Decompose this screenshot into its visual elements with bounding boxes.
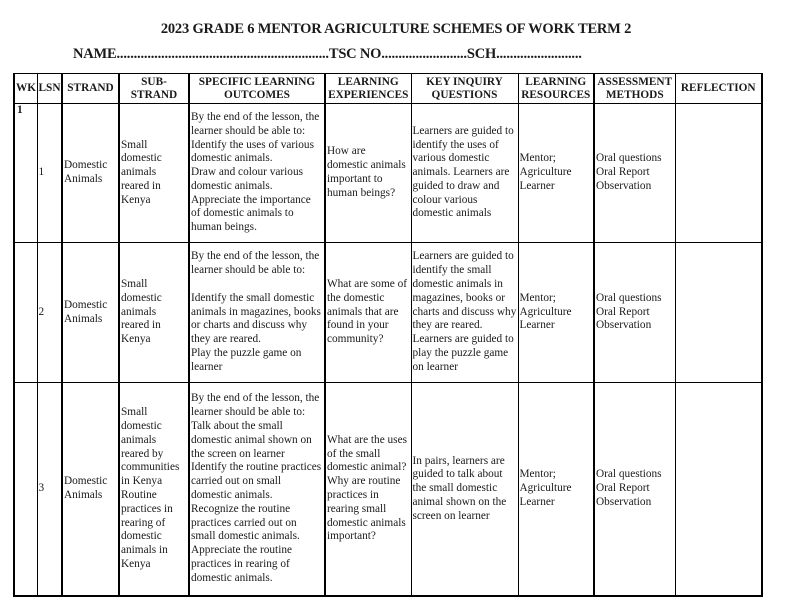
cell-wk: 1 bbox=[14, 104, 37, 243]
header-assessment-methods: ASSESSMENT METHODS bbox=[594, 74, 675, 104]
cell-specific-learning-outcomes: By the end of the lesson, the learner should be able to: Identify the small domestic animals in magazines, books or charts and discuss why they are reared. Play the puzzle game on learner bbox=[189, 243, 325, 383]
header-sub-strand: SUB- STRAND bbox=[119, 74, 189, 104]
cell-specific-learning-outcomes: By the end of the lesson, the learner should be able to: Identify the uses of various domestic animals. Draw and colour various domestic animals. Appreciate the importance of domestic animals to human beings. bbox=[189, 104, 325, 243]
cell-reflection[interactable] bbox=[675, 243, 762, 383]
cell-strand: Domestic Animals bbox=[62, 243, 119, 383]
cell-learning-experiences: How are domestic animals important to human beings? bbox=[325, 104, 411, 243]
table-row bbox=[14, 104, 762, 243]
cell-wk bbox=[14, 383, 37, 597]
cell-assessment-methods: Oral questions Oral Report Observation bbox=[594, 243, 675, 383]
header-lsn: LSN bbox=[37, 74, 62, 104]
header-learning-resources: LEARNING RESOURCES bbox=[518, 74, 594, 104]
header-strand: STRAND bbox=[62, 74, 119, 104]
cell-sub-strand: Small domestic animals reared in Kenya bbox=[119, 104, 189, 243]
cell-strand: Domestic Animals bbox=[62, 104, 119, 243]
cell-assessment-methods: Oral questions Oral Report Observation bbox=[594, 383, 675, 597]
cell-assessment-methods: Oral questions Oral Report Observation bbox=[594, 104, 675, 243]
cell-lsn: 3 bbox=[37, 383, 62, 597]
cell-key-inquiry-questions: In pairs, learners are guided to talk about the small domestic animal shown on the screen on learner bbox=[411, 383, 518, 597]
cell-sub-strand: Small domestic animals reared in Kenya bbox=[119, 243, 189, 383]
cell-learning-experiences: What are the uses of the small domestic animal? Why are routine practices in rearing small domestic animals important? bbox=[325, 383, 411, 597]
cell-learning-resources: Mentor; Agriculture Learner bbox=[518, 104, 594, 243]
table-row bbox=[14, 243, 762, 383]
cell-lsn: 2 bbox=[37, 243, 62, 383]
cell-lsn: 1 bbox=[37, 104, 62, 243]
header-learning-experiences: LEARNING EXPERIENCES bbox=[325, 74, 411, 104]
header-reflection: REFLECTION bbox=[675, 74, 762, 104]
cell-wk bbox=[14, 243, 37, 383]
cell-learning-resources: Mentor; Agriculture Learner bbox=[518, 383, 594, 597]
cell-reflection[interactable] bbox=[675, 383, 762, 597]
header-row bbox=[14, 74, 762, 104]
table-row bbox=[14, 383, 762, 597]
header-key-inquiry-questions: KEY INQUIRY QUESTIONS bbox=[411, 74, 518, 104]
cell-key-inquiry-questions: Learners are guided to identify the uses of various domestic animals. Learners are guided to draw and colour various domestic animals bbox=[411, 104, 518, 243]
cell-sub-strand: Small domestic animals reared by communities in Kenya Routine practices in rearing of domestic animals in Kenya bbox=[119, 383, 189, 597]
document-title: 2023 GRADE 6 MENTOR AGRICULTURE SCHEMES OF WORK TERM 2 bbox=[160, 21, 632, 37]
cell-learning-resources: Mentor; Agriculture Learner bbox=[518, 243, 594, 383]
schemes-of-work-table bbox=[13, 73, 763, 597]
header-wk: WK bbox=[14, 74, 37, 104]
cell-key-inquiry-questions: Learners are guided to identify the small domestic animals in magazines, books or charts and discuss why they are reared. Learners are guided to play the puzzle game on learner bbox=[411, 243, 518, 383]
cell-strand: Domestic Animals bbox=[62, 383, 119, 597]
cell-specific-learning-outcomes: By the end of the lesson, the learner should be able to: Talk about the small domestic animal shown on the screen on learner Identify the routine practices carried out on small domestic animals. Recognize the routine practices carried out on small domestic animals. Appreciate the routine practices in rearing of domestic animals. bbox=[189, 383, 325, 597]
name-tsc-school-line: NAME..............................................................TSC NO.........................SCH......................... bbox=[73, 46, 582, 62]
header-specific-learning-outcomes: SPECIFIC LEARNING OUTCOMES bbox=[189, 74, 325, 104]
cell-learning-experiences: What are some of the domestic animals that are found in your community? bbox=[325, 243, 411, 383]
cell-reflection[interactable] bbox=[675, 104, 762, 243]
